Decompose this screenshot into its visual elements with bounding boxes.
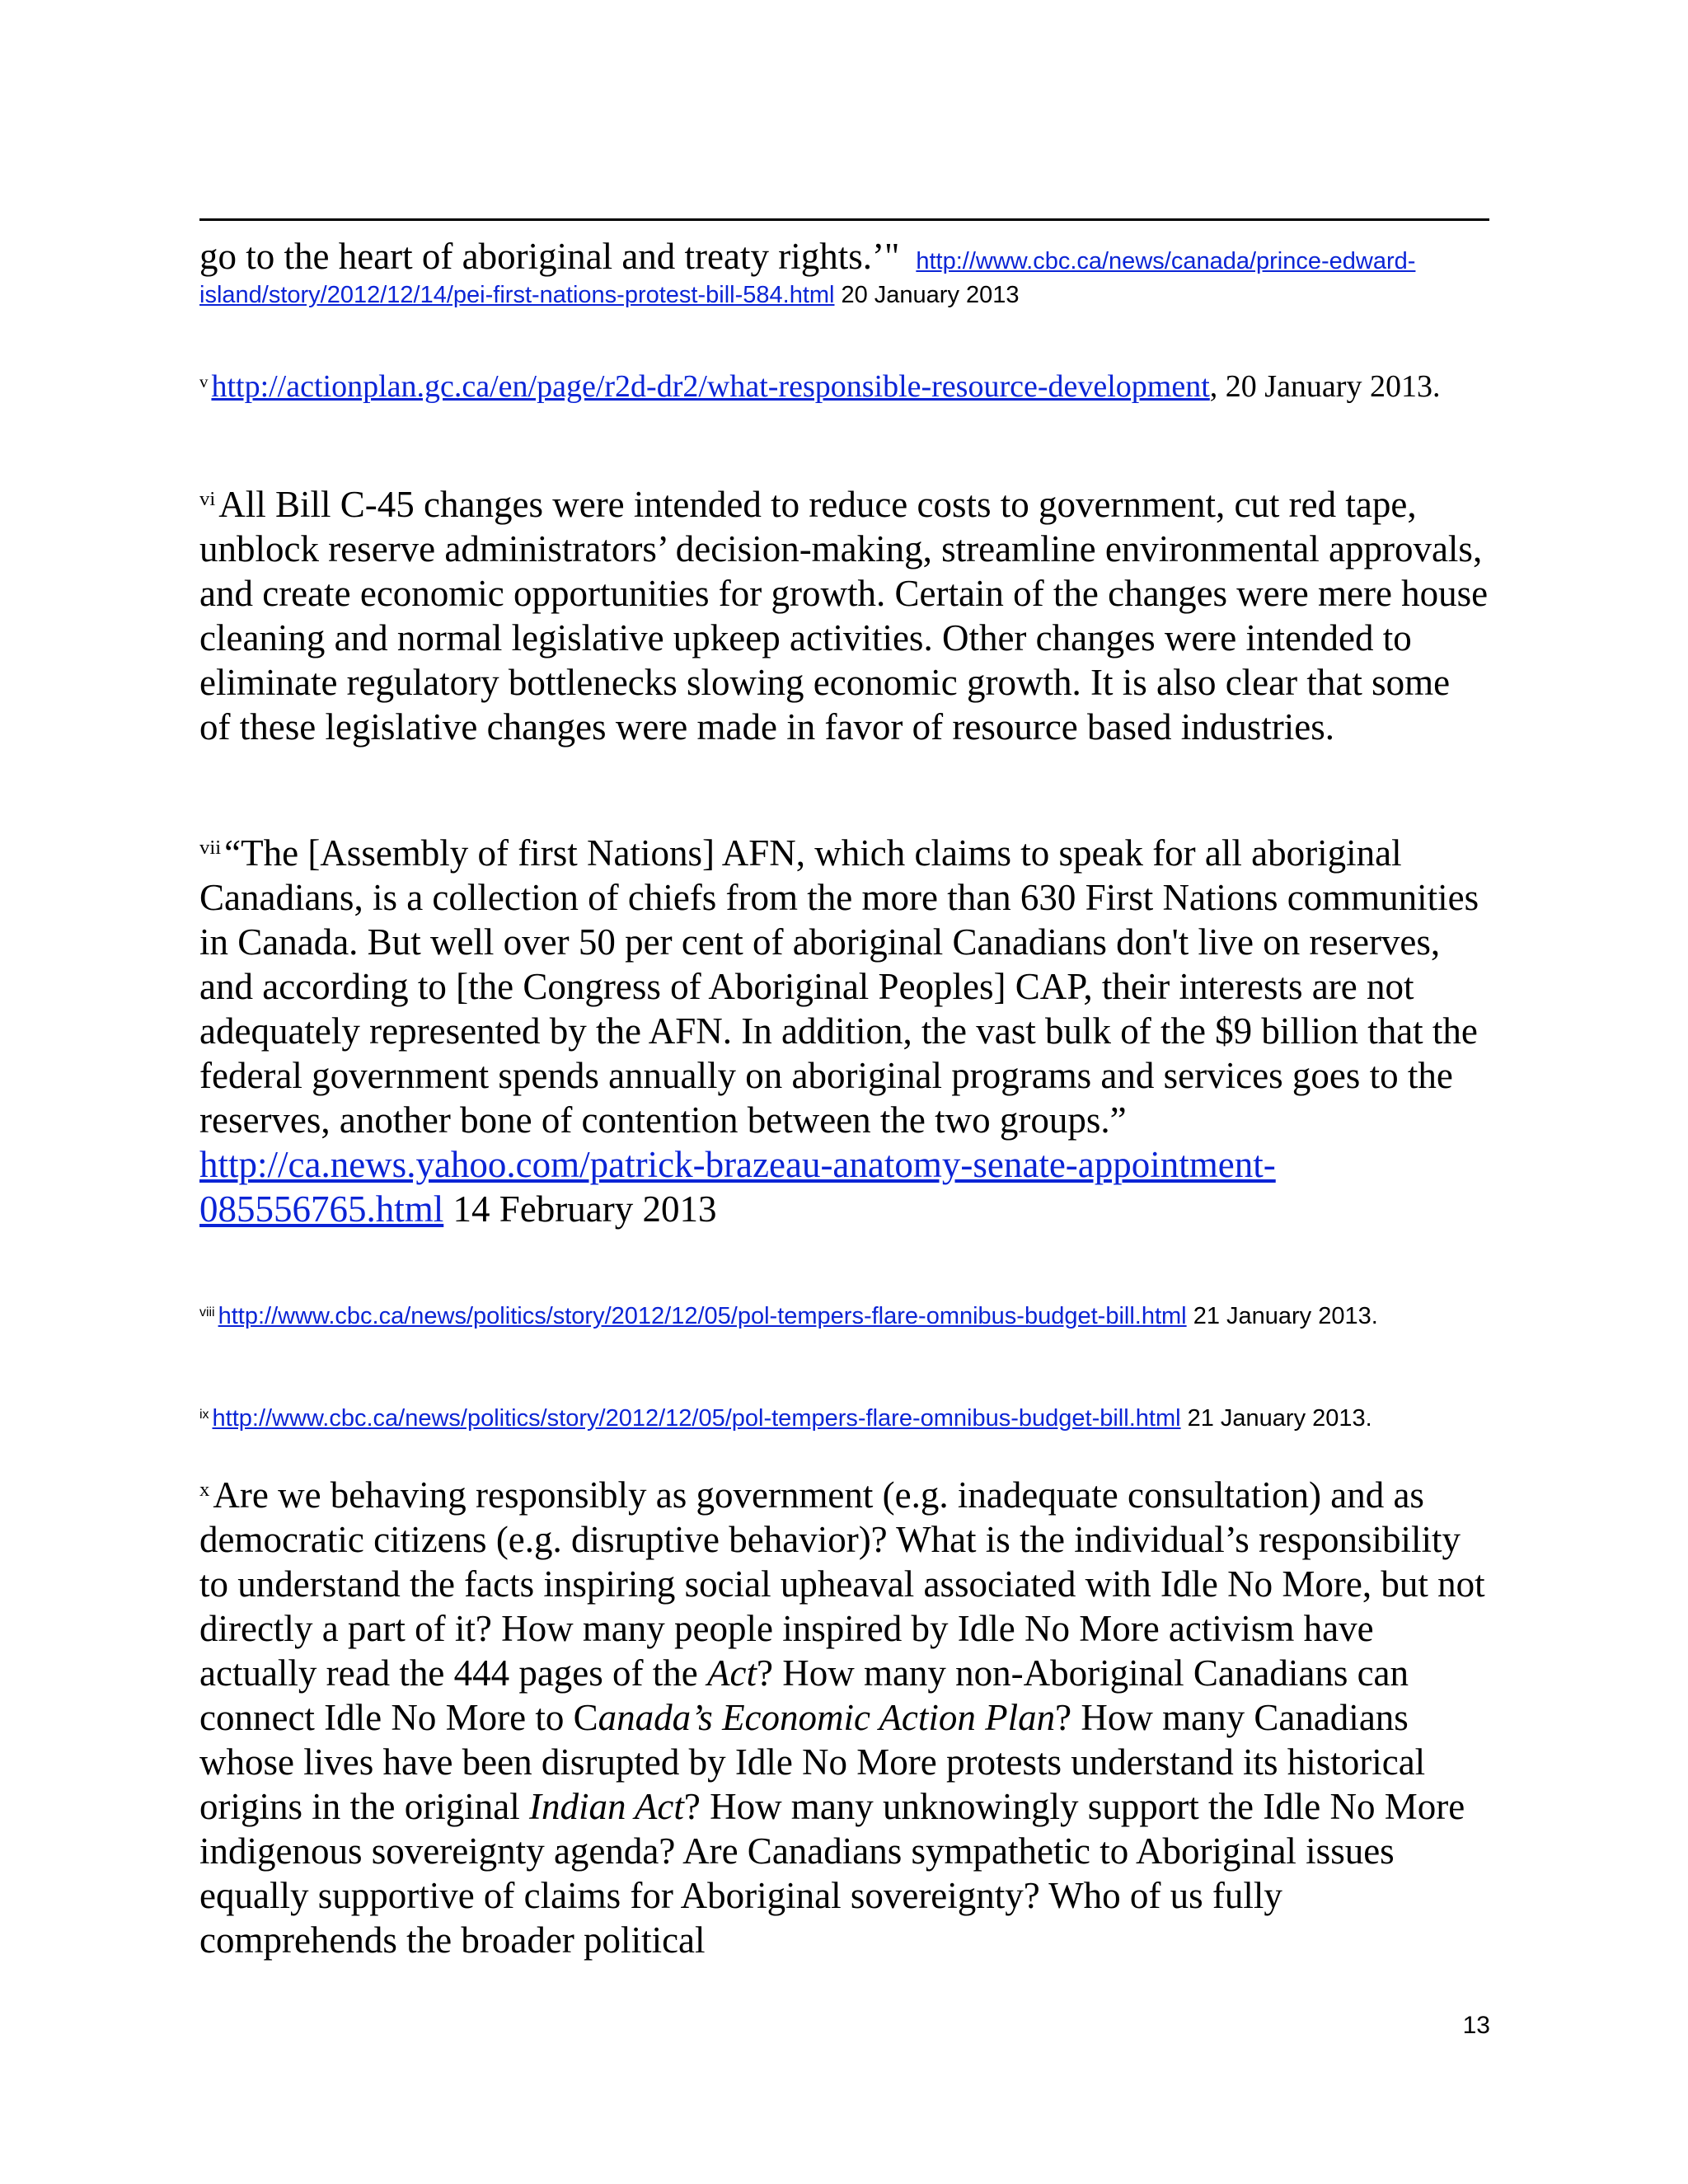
footnote-x-indian-act-title: Indian Act bbox=[528, 1786, 684, 1827]
footnote-continuation-date: 20 January 2013 bbox=[841, 282, 1020, 308]
footnote-vii-date: 14 February 2013 bbox=[452, 1188, 717, 1230]
footnote-vii-text: “The [Assembly of first Nations] AFN, which claims to speak for all aboriginal Canadians, is a collection of chiefs from the more than 630 First Nations communities in Canada. But well over 50 per cent of aboriginal Canadians don't live on reserves, and according to [the Congress of Aboriginal Peoples] CAP, their interests are not adequately represented by the AFN. In addition, the vast bulk of the $9 billion that the federal government spends annually on aboriginal programs and services goes to the reserves, another bone of contention between the two groups.” bbox=[199, 832, 1479, 1141]
footnote-x-text: Are we behaving responsibly as government (e.g. inadequate consultation) and as democratic citizens (e.g. disruptive behavior)? What is the individual’s responsibility to understand the facts inspiring social upheaval associated with Idle No More, but not directly a part of it? How many people inspired by Idle No More activism have actually read the 444 pages of the bbox=[199, 1474, 1485, 1694]
footnote-vi-text: All Bill C-45 changes were intended to reduce costs to government, cut red tape, unblock reserve administrators’ decision-making, streamline environmental approvals, and create economic opportunities for growth. Certain of the changes were mere house cleaning and normal legislative upkeep activities. Other changes were intended to eliminate regulatory bottlenecks slowing economic growth. It is also clear that some of these legislative changes were made in favor of resource based industries. bbox=[199, 484, 1489, 748]
footnote-x bbox=[199, 1473, 1489, 1962]
footnote-x-text: ? How many unknowingly support the Idle No More indigenous sovereignty agenda? Are Canadians sympathetic to Aboriginal issues equally supportive of claims for Aboriginal sovereignty? Who of us fully comprehends the broader political bbox=[199, 1786, 1465, 1961]
footnote-x-text: ? How many non-Aboriginal Canadians can connect Idle No More to C bbox=[199, 1652, 1409, 1738]
footnote-continuation bbox=[199, 234, 1489, 312]
footnote-ix-link[interactable]: http://www.cbc.ca/news/politics/story/2012/12/05/pol-tempers-flare-omnibus-budget-bill.html bbox=[212, 1405, 1181, 1432]
footnote-marker: vi bbox=[199, 488, 216, 511]
footnote-x-plan-title: anada’s Economic Action Plan bbox=[598, 1697, 1056, 1738]
footnote-vii-link[interactable]: http://ca.news.yahoo.com/patrick-brazeau-anatomy-senate-appointment-085556765.html bbox=[199, 1144, 1276, 1230]
footnote-continuation-link[interactable]: http://www.cbc.ca/news/canada/prince-edward-island/story/2012/12/14/pei-first-nations-protest-bill-584.html bbox=[199, 248, 1416, 308]
footnote-viii-link[interactable]: http://www.cbc.ca/news/politics/story/2012/12/05/pol-tempers-flare-omnibus-budget-bill.html bbox=[218, 1303, 1187, 1329]
footnote-marker: viii bbox=[199, 1305, 215, 1320]
footnote-marker: ix bbox=[199, 1408, 209, 1422]
footnote-v-link[interactable]: http://actionplan.gc.ca/en/page/r2d-dr2/what-responsible-resource-development bbox=[211, 369, 1210, 404]
page-number: 13 bbox=[1462, 2012, 1490, 2039]
footnote-viii-date: 21 January 2013. bbox=[1193, 1303, 1378, 1329]
footnote-ix-date: 21 January 2013. bbox=[1187, 1405, 1372, 1432]
footnote-vi bbox=[199, 482, 1489, 749]
footnote-x-text: ? How many Canadians whose lives have been disrupted by Idle No More protests understand its historical origins in the original bbox=[199, 1697, 1426, 1827]
footnote-vii bbox=[199, 831, 1489, 1231]
footnote-v-date: , 20 January 2013. bbox=[1209, 369, 1441, 404]
footnote-marker: v bbox=[199, 371, 209, 391]
footnote-separator bbox=[199, 218, 1489, 221]
footnote-v bbox=[199, 368, 1489, 405]
footnote-x-act-title: Act bbox=[707, 1652, 757, 1694]
footnote-ix bbox=[199, 1402, 1489, 1436]
footnote-marker: vii bbox=[199, 837, 222, 860]
footnote-continuation-quote: go to the heart of aboriginal and treaty rights.’" bbox=[199, 236, 900, 277]
footnote-viii bbox=[199, 1300, 1489, 1333]
footnote-marker: x bbox=[199, 1479, 210, 1502]
